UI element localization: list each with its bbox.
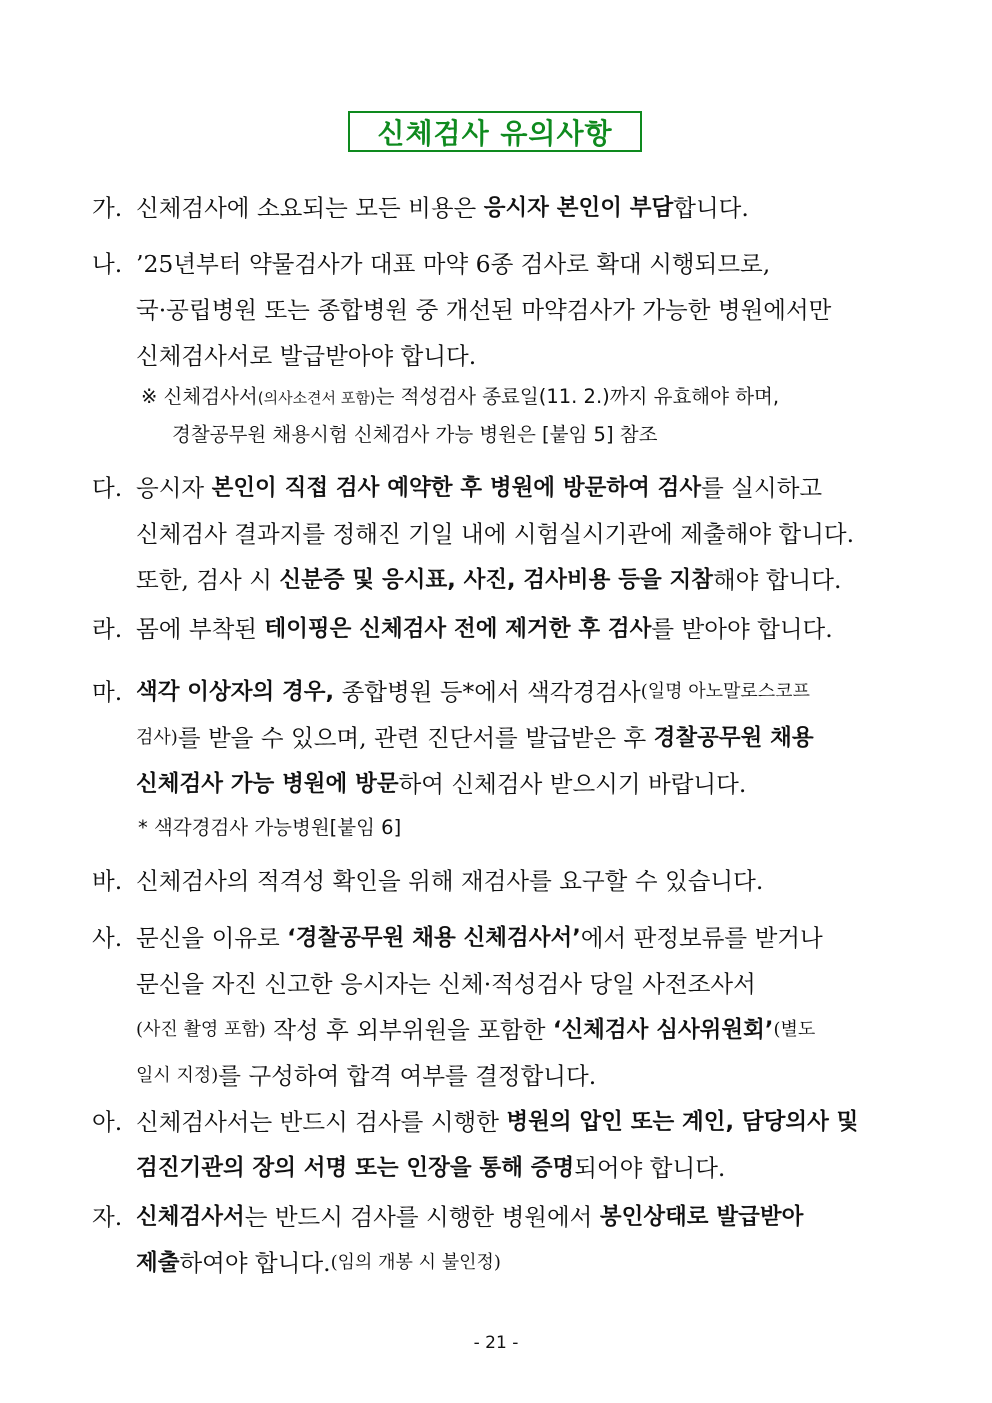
item-ma: 마. 색각 이상자의 경우, 종합병원 등*에서 색각경검사 (일명 아노말로스코프 검사) 를 받을 수 있으며, 관련 진단서를 발급받은 후 경찰공무원 채용 신체검사 가능 병원에 방문 하여 신체검사 받으시기 바랍니다.	[92, 667, 902, 805]
page-number: - 21 -	[473, 1333, 519, 1353]
item-marker: 바.	[92, 867, 123, 895]
item-ba: 바. 신체검사의 적격성 확인을 위해 재검사를 요구할 수 있습니다.	[92, 856, 902, 902]
item-na: 나. ’25년부터 약물검사가 대표 마약 6종 검사로 확대 시행되므로, 국·공립병원 또는 종합병원 중 개선된 마약검사가 가능한 병원에서만 신체검사서로 발급받아야 합니다.	[92, 239, 902, 377]
item-marker: 아.	[92, 1108, 123, 1136]
item-marker: 나.	[92, 250, 123, 278]
item-marker: 마.	[92, 678, 123, 706]
item-ra: 라. 몸에 부착된 테이핑은 신체검사 전에 제거한 후 검사 를 받아야 합니다.	[92, 604, 902, 650]
item-marker: 라.	[92, 615, 123, 643]
item-marker: 가.	[92, 194, 123, 222]
item-da: 다. 응시자 본인이 직접 검사 예약한 후 병원에 방문하여 검사 를 실시하고 신체검사 결과지를 정해진 기일 내에 시험실시기관에 제출해야 합니다. 또한, 검사 시 신분증 및 응시표, 사진, 검사비용 등을 지참 해야 합니다.	[92, 463, 902, 601]
item-ga: 가. 신체검사에 소요되는 모든 비용은 응시자 본인이 부담 합니다.	[92, 183, 902, 229]
note-ma: * 색각경검사 가능병원[붙임 6]	[138, 816, 402, 839]
item-marker: 다.	[92, 474, 123, 502]
item-sa: 사. 문신을 이유로 ‘경찰공무원 채용 신체검사서’ 에서 판정보류를 받거나 문신을 자진 신고한 응시자는 신체·적성검사 당일 사전조사서 (사진 촬영 포함) 작성 후 외부위원을 포함한 ‘신체검사 심사위원회’ (별도 일시 지정) 를 구성하여 합격 여부를 결정합니다.	[92, 913, 902, 1097]
item-a: 아. 신체검사서는 반드시 검사를 시행한 병원의 압인 또는 계인, 담당의사 및 검진기관의 장의 서명 또는 인장을 통해 증명 되어야 합니다.	[92, 1097, 902, 1189]
item-marker: 자.	[92, 1203, 123, 1231]
item-ja: 자. 신체검사서 는 반드시 검사를 시행한 병원에서 봉인상태로 발급받아 제출 하여야 합니다. (임의 개봉 시 불인정)	[92, 1192, 902, 1284]
page-title: 신체검사 유의사항	[348, 111, 642, 152]
note-na: ※ 신체검사서(의사소견서 포함)는 적성검사 종료일(11. 2.)까지 유효해야 하며,	[141, 385, 780, 408]
item-marker: 사.	[92, 924, 123, 952]
note-na-line2: 경찰공무원 채용시험 신체검사 가능 병원은 [붙임 5] 참조	[172, 423, 658, 446]
